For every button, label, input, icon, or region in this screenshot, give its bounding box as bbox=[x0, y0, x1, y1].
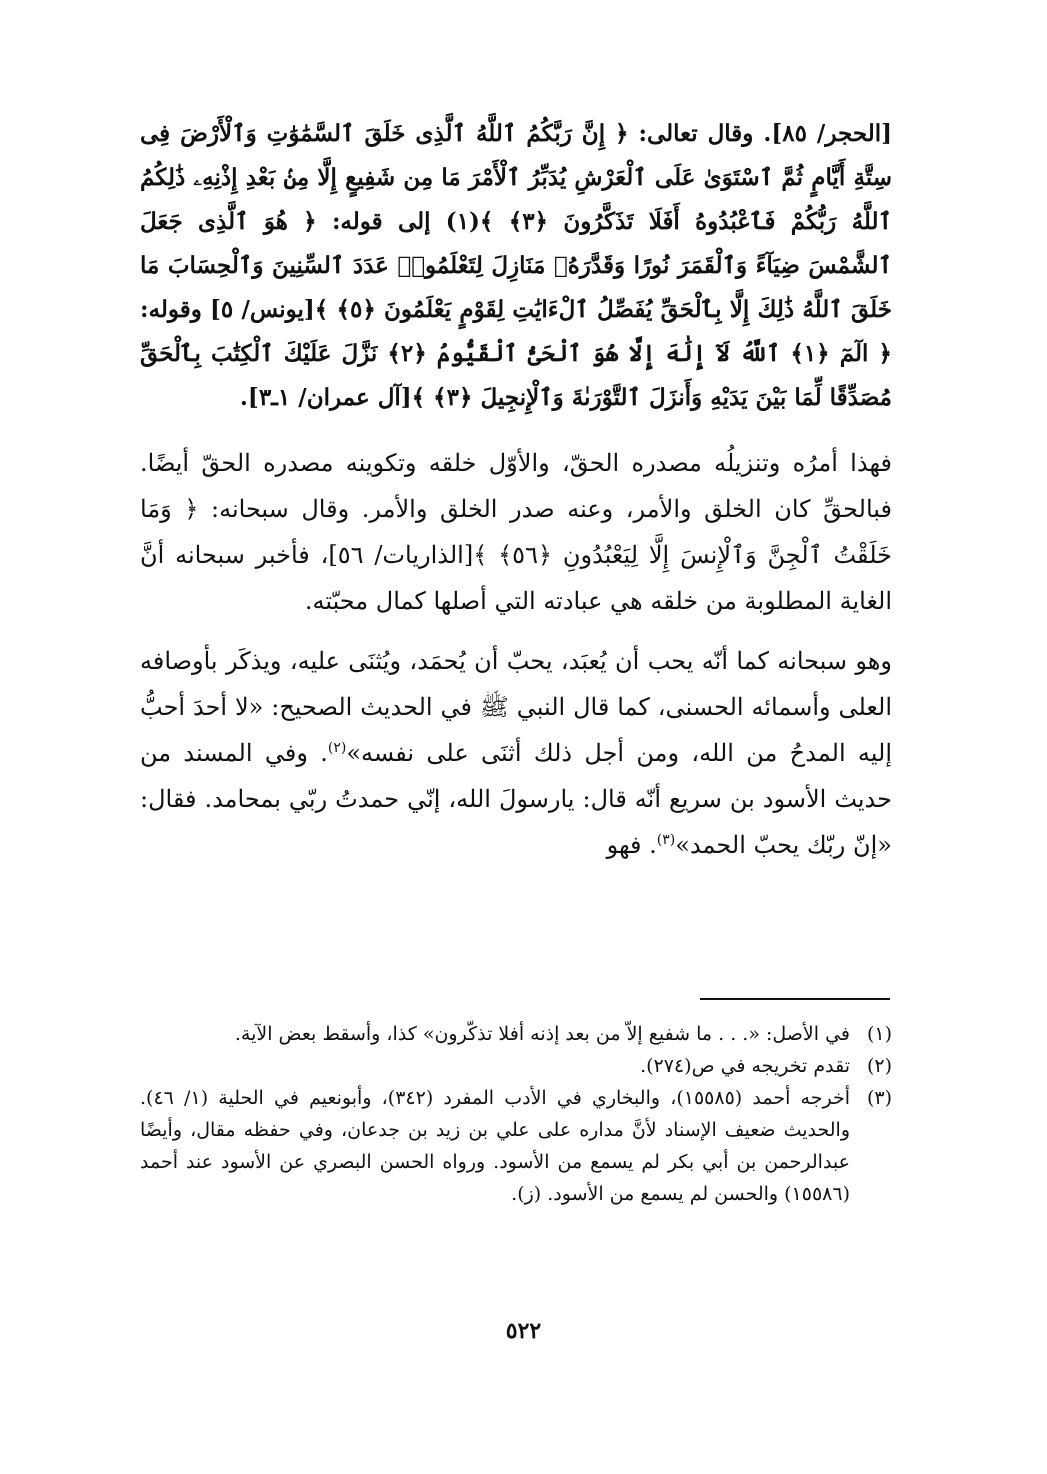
footnote-text: أخرجه أحمد (١٥٥٨٥)، والبخاري في الأدب المفرد (٣٤٢)، وأبونعيم في الحلية (١/ ٤٦). والحديث ضعيف الإسناد لأنَّ مداره على علي بن زيد بن جدعان، وفي حفظه مقال، وأيضًا عبدالرحمن بن أبي بكر لم يسمع من الأسود. ورواه الحسن البصري عن الأسود عند أحمد (١٥٥٨٦) والحسن لم يسمع من الأسود. (ز). bbox=[140, 1087, 850, 1205]
paragraph-2-text-c: . فهو bbox=[606, 831, 657, 859]
paragraph-2-text-a: وهو سبحانه كما أنّه يحب أن يُعبَد، يحبّ أن يُحمَد، ويُثنَى عليه، ويذكَر بأوصافه العلى وأسمائه الحسنى، كما قال النبي ﷺ في الحديث الصحيح: «لا أحدَ أحبُّ إليه المدحُ من الله، ومن أجل ذلك أثنَى على نفسه» bbox=[140, 647, 893, 767]
footnote-ref-3: (٣) bbox=[656, 832, 676, 848]
paragraph-2 bbox=[140, 638, 892, 868]
footnote bbox=[140, 1018, 892, 1050]
footnote-number: (٣) bbox=[866, 1087, 892, 1109]
footnote-text: في الأصل: «. . . ما شفيع إلاّ من بعد إذنه أفلا تذكّرون» كذا، وأسقط بعض الآية. bbox=[234, 1023, 850, 1045]
quran-verses-block: [الحجر/ ٨٥]. وقال تعالى: ﴿ إِنَّ رَبَّكُمُ ٱللَّهُ ٱلَّذِى خَلَقَ ٱلسَّمَٰوَٰتِ وَٱلْأَرْضَ فِى سِتَّةِ أَيَّامٍ ثُمَّ ٱسْتَوَىٰ عَلَى ٱلْعَرْشِ يُدَبِّرُ ٱلْأَمْرَ مَا مِن شَفِيعٍ إِلَّا مِنۢ بَعْدِ إِذْنِهِۦ ذَٰلِكُمُ ٱللَّهُ رَبُّكُمْ فَٱعْبُدُوهُ أَفَلَا تَذَكَّرُونَ ﴿٣﴾ ﴾(١) إلى قوله: ﴿ هُوَ ٱلَّذِى جَعَلَ ٱلشَّمْسَ ضِيَآءً وَٱلْقَمَرَ نُورًا وَقَدَّرَهُۥ مَنَازِلَ لِتَعْلَمُوا۟ عَدَدَ ٱلسِّنِينَ وَٱلْحِسَابَ مَا خَلَقَ ٱللَّهُ ذَٰلِكَ إِلَّا بِٱلْحَقِّ يُفَصِّلُ ٱلْءَايَٰتِ لِقَوْمٍ يَعْلَمُونَ ﴿٥﴾ ﴾[يونس/ ٥] وقوله: ﴿ الٓمٓ ﴿١﴾ ٱللَّهُ لَآ إِلَٰهَ إِلَّا هُوَ ٱلْحَىُّ ٱلْقَيُّومُ ﴿٢﴾ نَزَّلَ عَلَيْكَ ٱلْكِتَٰبَ بِٱلْحَقِّ مُصَدِّقًا لِّمَا بَيْنَ يَدَيْهِ وَأَنزَلَ ٱلتَّوْرَىٰةَ وَٱلْإِنجِيلَ ﴿٣﴾ ﴾[آل عمران/ ١ـ٣]. bbox=[140, 120, 893, 411]
paragraph-1: فهذا أمرُه وتنزيلُه مصدره الحقّ، والأوّل خلقه وتكوينه مصدره الحقّ أيضًا. فبالحقِّ كان الخلق والأمر، وعنه صدر الخلق والأمر. وقال سبحانه: ﴿ وَمَا خَلَقْتُ ٱلْجِنَّ وَٱلْإِنسَ إِلَّا لِيَعْبُدُونِ ﴿٥٦﴾ ﴾[الذاريات/ ٥٦]، فأخبر سبحانه أنَّ الغاية المطلوبة من خلقه هي عبادته التي أصلها كمال محبّته. bbox=[140, 449, 892, 615]
main-text bbox=[140, 112, 892, 868]
footnote-number: (٢) bbox=[866, 1055, 892, 1077]
paragraph-2-text-b: . وفي المسند من حديث الأسود بن سريع أنّه قال: يارسولَ الله، إنّي حمدتُ ربّي بمحامد. فقال: «إنّ ربّك يحبّ الحمد» bbox=[140, 739, 892, 859]
footnote-separator bbox=[700, 998, 890, 1000]
footnote-number: (١) bbox=[866, 1023, 892, 1045]
page-number: ٥٢٢ bbox=[505, 1318, 542, 1344]
footnote bbox=[140, 1050, 892, 1082]
footnote-text: تقدم تخريجه في ص(٢٧٤). bbox=[640, 1055, 850, 1077]
footnote-ref-2: (٢) bbox=[327, 740, 347, 756]
footnotes bbox=[140, 1018, 892, 1210]
footnote bbox=[140, 1082, 892, 1210]
